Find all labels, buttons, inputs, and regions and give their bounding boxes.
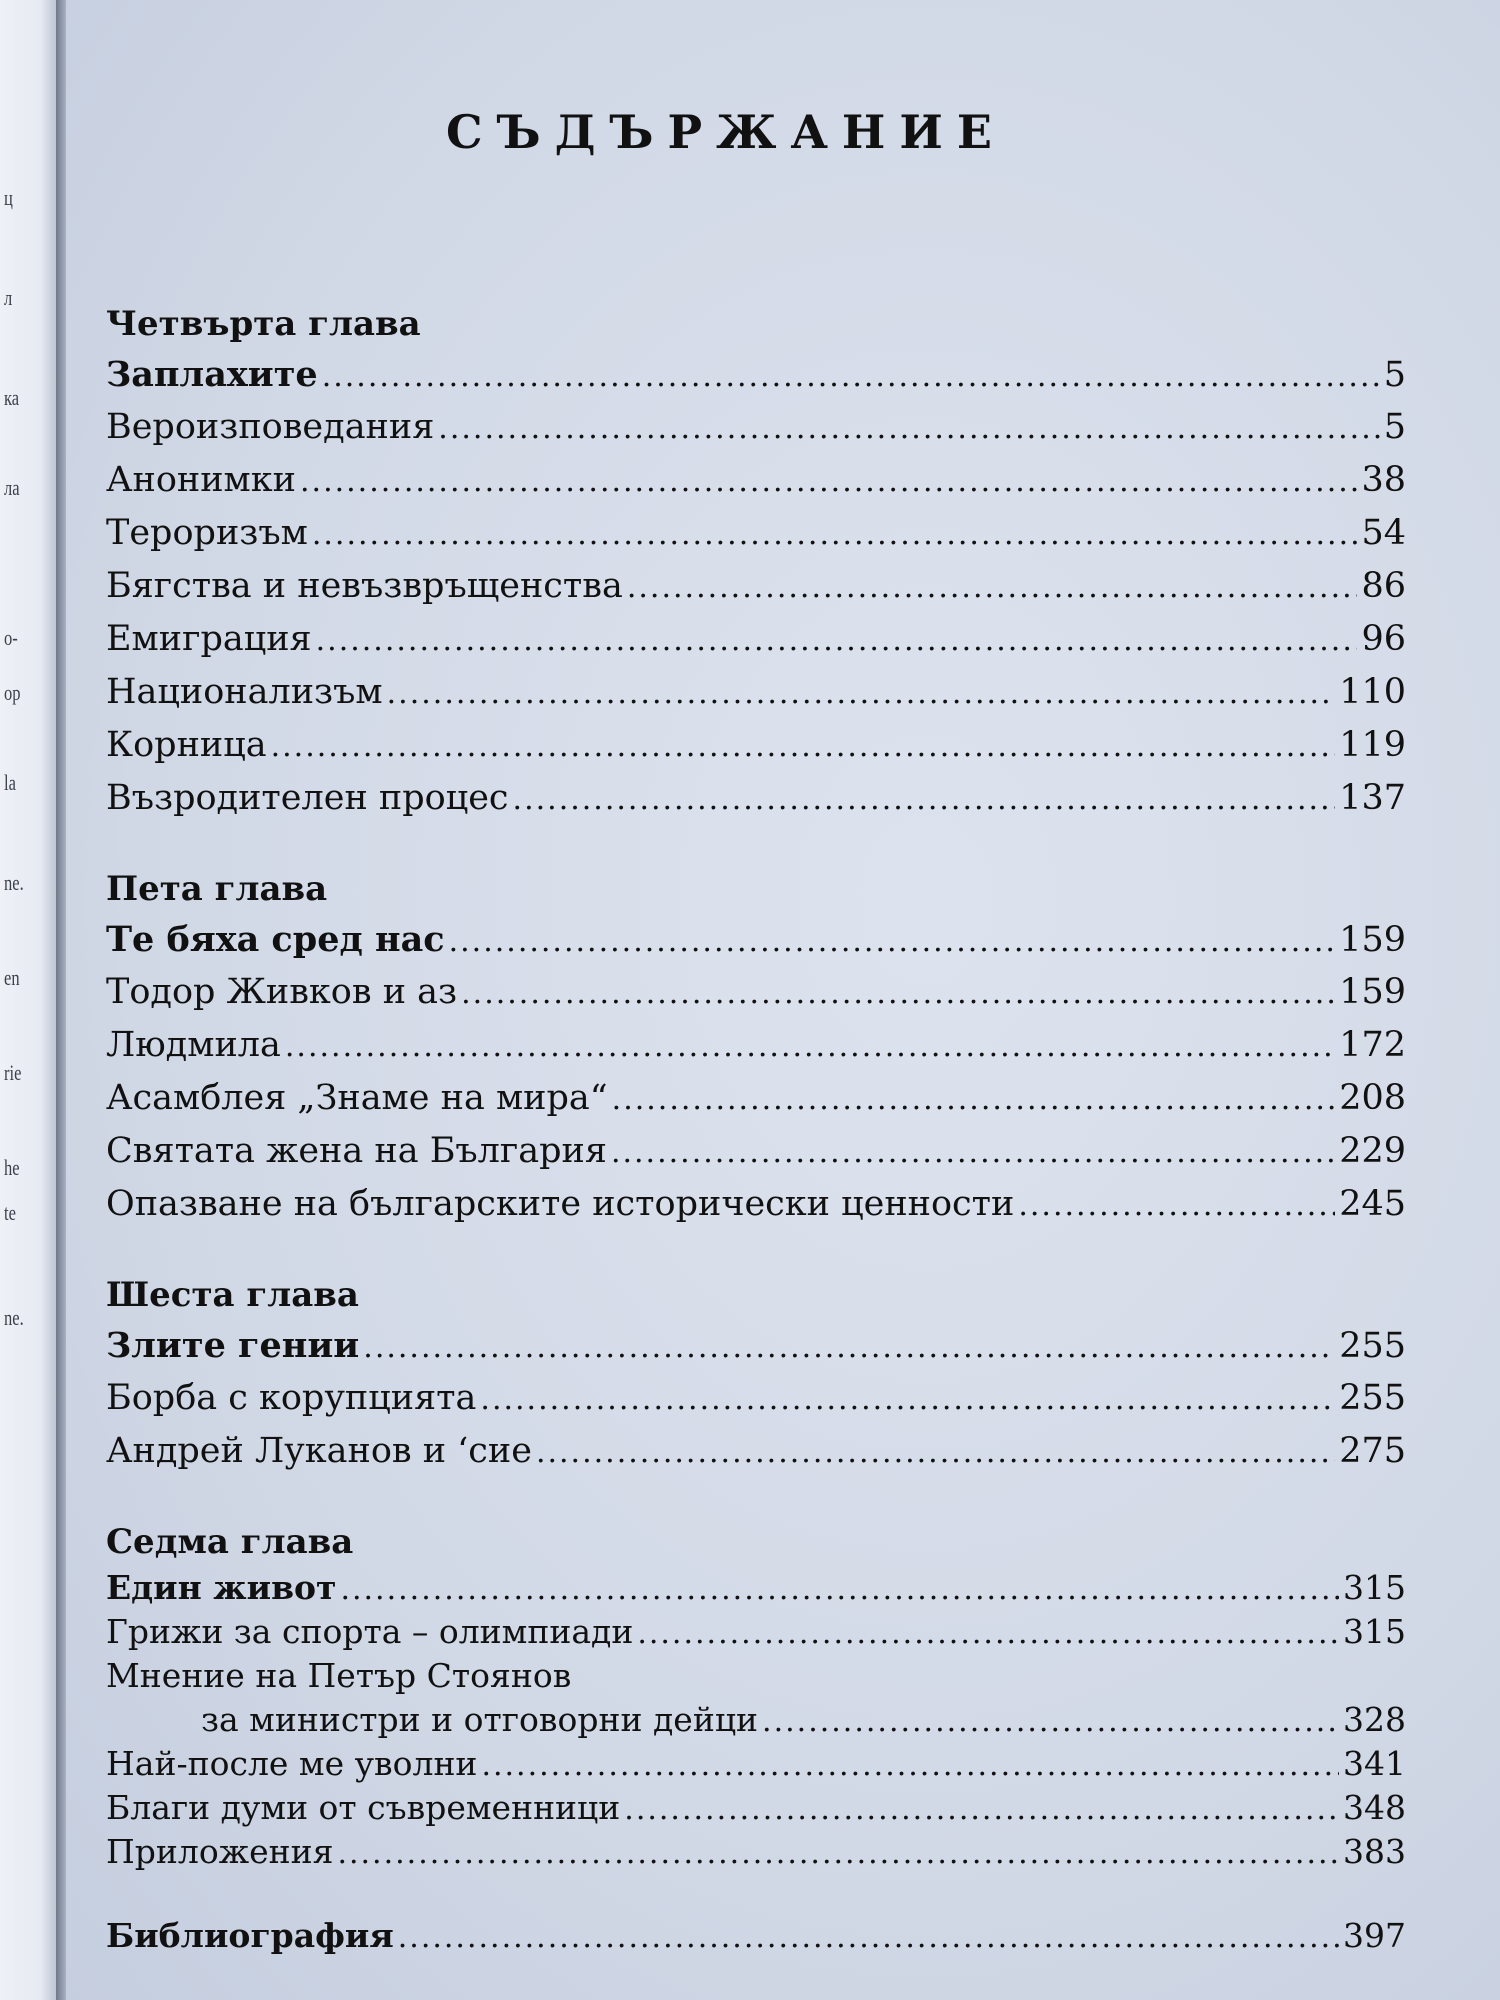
toc-entry[interactable] bbox=[106, 1742, 1406, 1786]
prev-page-fragment: ne. bbox=[4, 870, 24, 895]
toc-entry[interactable] bbox=[106, 1019, 1406, 1072]
entry-page-number: 96 bbox=[1361, 619, 1406, 659]
entry-label: Андрей Луканов и ‘сие bbox=[106, 1431, 532, 1471]
toc-entry[interactable] bbox=[106, 1425, 1406, 1478]
prev-page-fragment: rie bbox=[4, 1060, 22, 1085]
toc-entry[interactable] bbox=[106, 1610, 1406, 1654]
entry-label: Най-после ме уволни bbox=[106, 1744, 478, 1783]
entry-page-number: 38 bbox=[1361, 460, 1406, 500]
entry-page-number: 229 bbox=[1339, 1131, 1406, 1171]
entry-page-number: 137 bbox=[1339, 778, 1406, 818]
entry-label: Тероризъм bbox=[106, 513, 308, 553]
entry-label: Приложения bbox=[106, 1832, 334, 1871]
dot-leader bbox=[762, 1700, 1339, 1744]
chapter-section bbox=[106, 865, 1406, 1231]
toc-entry[interactable] bbox=[106, 1830, 1406, 1874]
dot-leader bbox=[627, 561, 1358, 614]
toc-entry[interactable] bbox=[106, 1698, 1406, 1742]
page-title: СЪДЪРЖАНИЕ bbox=[446, 105, 1006, 159]
previous-page-edge bbox=[0, 0, 58, 2000]
dot-leader bbox=[438, 402, 1379, 455]
dot-leader bbox=[387, 667, 1336, 720]
dot-leader bbox=[637, 1612, 1339, 1656]
dot-leader bbox=[300, 455, 1357, 508]
prev-page-fragment: en bbox=[4, 965, 20, 990]
toc-entry[interactable] bbox=[106, 772, 1406, 825]
entry-page-number: 397 bbox=[1343, 1916, 1406, 1955]
dot-leader bbox=[461, 967, 1335, 1020]
entry-label: Те бяха сред нас bbox=[106, 919, 445, 960]
entry-page-number: 315 bbox=[1343, 1612, 1406, 1651]
entry-label: Грижи за спорта – олимпиади bbox=[106, 1612, 634, 1651]
entry-page-number: 341 bbox=[1343, 1744, 1406, 1783]
entry-label: Вероизповедания bbox=[106, 407, 435, 447]
dot-leader bbox=[322, 350, 1380, 403]
toc-entry[interactable] bbox=[106, 1072, 1406, 1125]
chapter-section bbox=[106, 300, 1406, 825]
entry-page-number: 208 bbox=[1339, 1078, 1406, 1118]
prev-page-fragment: he bbox=[4, 1155, 20, 1180]
toc-entry[interactable] bbox=[106, 401, 1406, 454]
entry-page-number: 172 bbox=[1339, 1025, 1406, 1065]
chapter-section bbox=[106, 1518, 1406, 1874]
dot-leader bbox=[481, 1744, 1339, 1788]
dot-leader bbox=[316, 614, 1358, 667]
prev-page-fragment: ор bbox=[4, 680, 21, 705]
toc-entry[interactable] bbox=[106, 1566, 1406, 1610]
entry-label: за министри и отговорни дейци bbox=[201, 1700, 759, 1739]
toc-entry[interactable] bbox=[106, 1372, 1406, 1425]
toc-entry[interactable] bbox=[106, 719, 1406, 772]
entry-page-number: 119 bbox=[1339, 725, 1406, 765]
entry-page-number: 245 bbox=[1339, 1184, 1406, 1224]
dot-leader bbox=[536, 1426, 1335, 1479]
entry-label: Борба с корупцията bbox=[106, 1378, 477, 1418]
entry-label: Святата жена на България bbox=[106, 1131, 607, 1171]
entry-page-number: 159 bbox=[1339, 920, 1406, 960]
prev-page-fragment: ла bbox=[4, 475, 20, 500]
chapter-title: Четвърта глава bbox=[106, 304, 421, 344]
dot-leader bbox=[340, 1568, 1339, 1612]
entry-page-number: 315 bbox=[1343, 1568, 1406, 1607]
prev-page-fragment: ne. bbox=[4, 1305, 24, 1330]
dot-leader bbox=[513, 773, 1336, 826]
entry-label: Заплахите bbox=[106, 354, 318, 395]
dot-leader bbox=[398, 1916, 1339, 1960]
entry-label: Един живот bbox=[106, 1568, 337, 1607]
entry-page-number: 383 bbox=[1343, 1832, 1406, 1871]
entry-label: Бягства и невъзвръщенства bbox=[106, 566, 623, 606]
table-of-contents bbox=[106, 300, 1406, 1958]
entry-page-number: 159 bbox=[1339, 972, 1406, 1012]
entry-label: Тодор Живков и аз bbox=[106, 972, 458, 1012]
toc-entry[interactable] bbox=[106, 666, 1406, 719]
toc-entry[interactable] bbox=[106, 913, 1406, 966]
dot-leader bbox=[611, 1126, 1335, 1179]
toc-entry[interactable] bbox=[106, 1786, 1406, 1830]
entry-page-number: 348 bbox=[1343, 1788, 1406, 1827]
entry-label: Анонимки bbox=[106, 460, 296, 500]
entry-page-number: 86 bbox=[1361, 566, 1406, 606]
dot-leader bbox=[1018, 1179, 1335, 1232]
bibliography-entry[interactable] bbox=[106, 1914, 1406, 1958]
entry-label: Емиграция bbox=[106, 619, 312, 659]
entry-page-number: 54 bbox=[1361, 513, 1406, 553]
entry-label: Людмила bbox=[106, 1025, 281, 1065]
chapter-title: Шеста глава bbox=[106, 1275, 359, 1315]
entry-label: Асамблея „Знаме на мира“ bbox=[106, 1078, 608, 1118]
toc-entry[interactable] bbox=[106, 613, 1406, 666]
entry-page-number: 5 bbox=[1383, 355, 1406, 395]
toc-entry[interactable] bbox=[106, 348, 1406, 401]
prev-page-fragment: о- bbox=[4, 625, 18, 650]
entry-label: Възродителен процес bbox=[106, 778, 509, 818]
dot-leader bbox=[480, 1373, 1335, 1426]
prev-page-fragment: ц bbox=[4, 185, 13, 210]
chapter-section bbox=[106, 1271, 1406, 1478]
entry-page-number: 5 bbox=[1383, 407, 1406, 447]
toc-entry[interactable] bbox=[106, 1178, 1406, 1231]
entry-page-number: 328 bbox=[1343, 1700, 1406, 1739]
prev-page-fragment: л bbox=[4, 285, 13, 310]
entry-label: Благи думи от съвременници bbox=[106, 1788, 621, 1827]
toc-page bbox=[66, 0, 1500, 2000]
book-gutter bbox=[56, 0, 66, 2000]
toc-entry[interactable] bbox=[106, 1319, 1406, 1372]
toc-entry[interactable] bbox=[106, 560, 1406, 613]
entry-label: Корница bbox=[106, 725, 267, 765]
toc-entry[interactable] bbox=[106, 507, 1406, 560]
prev-page-fragment: ка bbox=[4, 385, 20, 410]
dot-leader bbox=[312, 508, 1358, 561]
entry-page-number: 275 bbox=[1339, 1431, 1406, 1471]
dot-leader bbox=[624, 1788, 1339, 1832]
chapter-title: Седма глава bbox=[106, 1522, 354, 1562]
dot-leader bbox=[612, 1073, 1336, 1126]
chapter-title: Пета глава bbox=[106, 869, 328, 909]
entry-label: Библиография bbox=[106, 1916, 394, 1955]
toc-entry[interactable] bbox=[106, 1125, 1406, 1178]
dot-leader bbox=[337, 1832, 1339, 1876]
toc-entry[interactable] bbox=[106, 454, 1406, 507]
entry-page-number: 255 bbox=[1339, 1378, 1406, 1418]
prev-page-fragment: la bbox=[4, 770, 16, 795]
entry-label: Национализъм bbox=[106, 672, 383, 712]
entry-label: Опазване на българските исторически ценности bbox=[106, 1184, 1015, 1224]
entry-page-number: 110 bbox=[1339, 672, 1406, 712]
dot-leader bbox=[271, 720, 1336, 773]
dot-leader bbox=[285, 1020, 1335, 1073]
prev-page-fragment: te bbox=[4, 1200, 16, 1225]
dot-leader bbox=[363, 1321, 1335, 1374]
dot-leader bbox=[449, 915, 1336, 968]
entry-page-number: 255 bbox=[1339, 1326, 1406, 1366]
entry-label: Злите гении bbox=[106, 1325, 360, 1366]
entry-label-first-line: Мнение на Петър Стоянов bbox=[106, 1656, 572, 1695]
toc-entry[interactable] bbox=[106, 966, 1406, 1019]
